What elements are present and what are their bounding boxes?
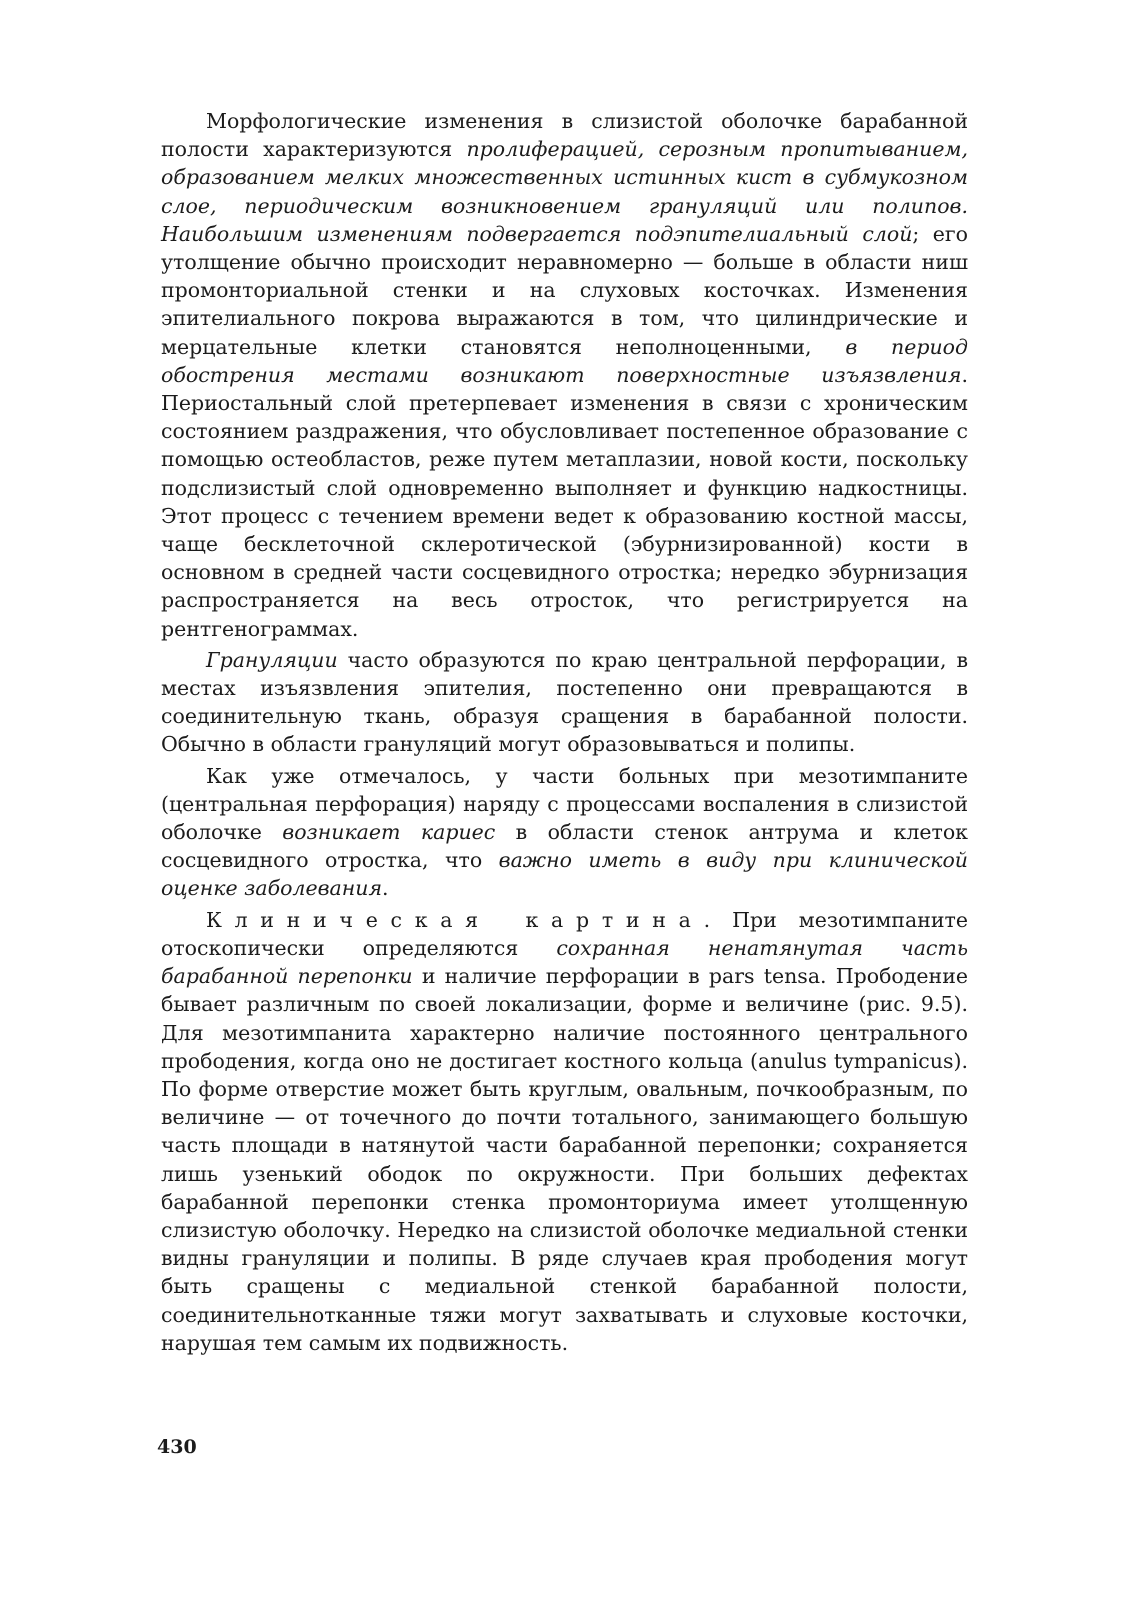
text-run: Морфологические изменения в слизистой оболочке барабанной полости характеризуются	[161, 109, 968, 162]
text-run-italic: Грануляции	[206, 647, 338, 672]
paragraph-caries	[161, 762, 968, 903]
text-run-italic: пролиферацией, серозным пропитыванием, образованием мелких множественных истинных кист в субмукозном слое, периодическим возникновением грануляций или полипов. Наибольшим изменениям подвергается подэпителиальный слой	[161, 137, 968, 246]
page-body	[161, 107, 968, 1360]
text-run: и наличие перфорации в pars tensa. Прободение бывает различным по своей локализации, форме и величине (рис. 9.5). Для мезотимпанита характерно наличие постоянного центрального прободения, когда оно не достигает костного кольца (anulus tympanicus). По форме отверстие может быть круглым, овальным, почкообразным, по величине — от точечного до почти тотального, занимающего большую часть площади в натянутой части барабанной перепонки; сохраняется лишь узенький ободок по окружности. При больших дефектах барабанной перепонки стенка промонториума имеет утолщенную слизистую оболочку. Нередко на слизистой оболочке медиальной стенки видны грануляции и полипы. В ряде случаев края прободения могут быть сращены с медиальной стенкой барабанной полости, соединительнотканные тяжи могут захватывать и слуховые косточки, нарушая тем самым их подвижность.	[161, 964, 968, 1355]
page-number: 430	[157, 1436, 197, 1458]
text-run: в области стенок антрума и клеток сосцевидного отростка, что	[161, 820, 968, 873]
text-run: .	[382, 876, 389, 901]
text-run-italic: возникает кариес	[282, 820, 496, 845]
text-run: . При мезотимпаните отоскопически определяются	[161, 907, 968, 960]
paragraph-clinical-picture	[161, 906, 968, 1357]
text-run: часто образуются по краю центральной перфорации, в местах изъязвления эпителия, постепенно они превращаются в соединительную ткань, образуя сращения в барабанной полости. Обычно в области грануляций могут образовываться и полипы.	[161, 647, 968, 757]
text-run-italic: сохранная ненатянутая часть барабанной перепонки	[161, 935, 969, 989]
paragraph-morphology	[161, 107, 968, 643]
section-heading-spaced: Клиническая картина	[206, 907, 704, 932]
text-run: ; его утолщение обычно происходит неравномерно — больше в области ниш промонториальной стенки и на слуховых косточках. Изменения эпителиального покрова выражаются в том, что цилиндрические и мерцательные клетки становятся неполноценными,	[161, 221, 968, 359]
paragraph-granulations	[161, 646, 968, 759]
text-run: . Периостальный слой претерпевает изменения в связи с хроническим состоянием раздражения, что обусловливает постепенное образование с помощью остеобластов, реже путем метаплазии, новой кости, поскольку подслизистый слой одновременно выполняет и функцию надкостницы. Этот процесс с течением времени ведет к образованию костной массы, чаще бесклеточной склеротической (эбурнизированной) кости в основном в средней части сосцевидного отростка; нередко эбурнизация распространяется на весь отросток, что регистрируется на рентгенограммах.	[161, 362, 968, 641]
text-run-italic: в период обострения местами возникают поверхностные изъязвления	[161, 334, 968, 387]
text-run-italic: важно иметь в виду при клинической оценке заболевания	[161, 848, 968, 901]
text-run: Как уже отмечалось, у части больных при мезотимпаните (центральная перфорация) наряду с процессами воспаления в слизистой оболочке	[161, 763, 968, 845]
